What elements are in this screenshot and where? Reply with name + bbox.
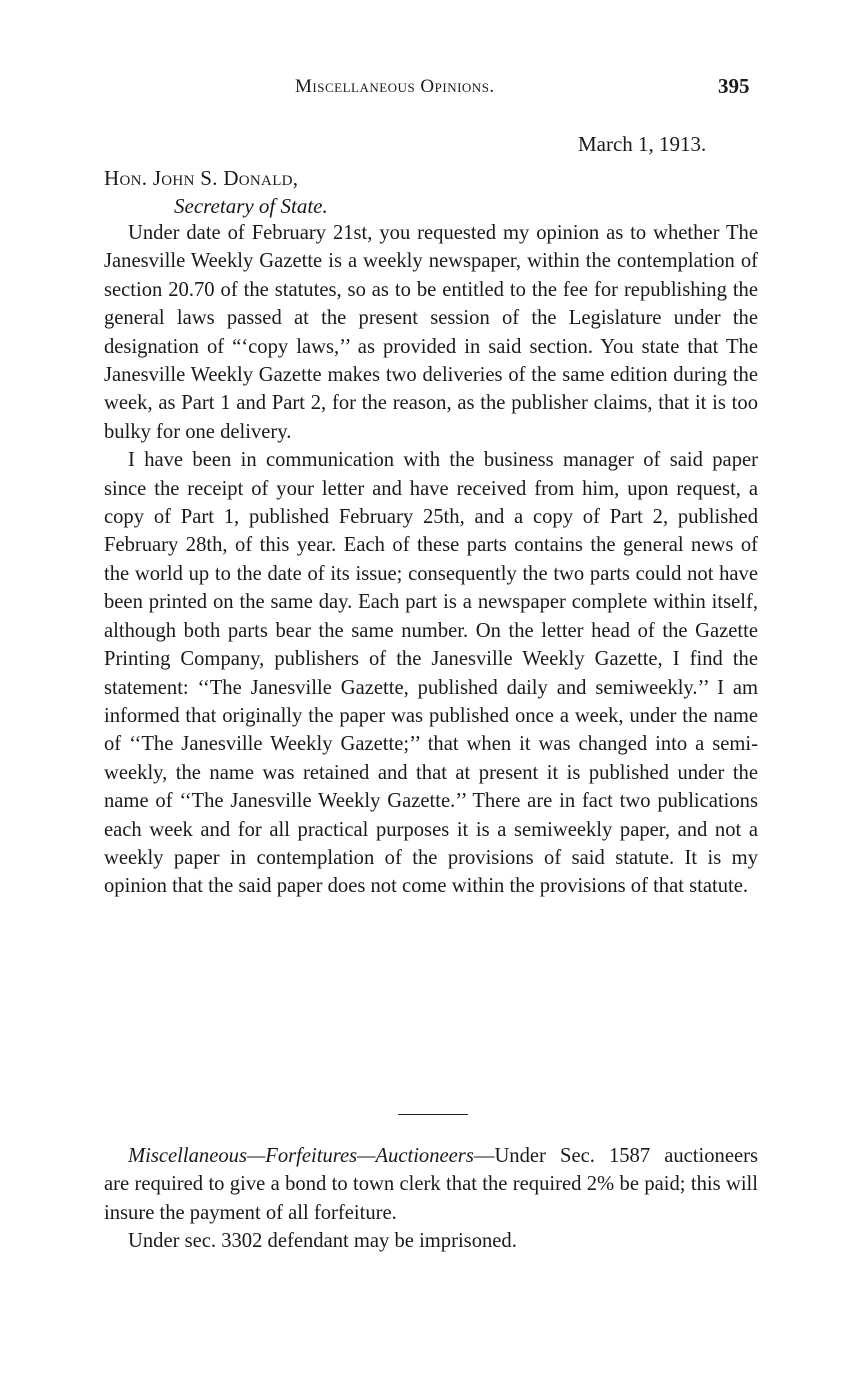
page-number: 395 [718,74,750,98]
body-paragraph: Under sec. 3302 defendant may be imprisoned. [128,1230,517,1253]
next-opinion [104,1142,758,1256]
addressee-name: Hon. John S. Donald, [104,166,299,190]
letter-body [104,219,758,901]
body-paragraph: I have been in communication with the business manager of said paper since the receipt of your letter and have received from him, upon request, a copy of Part 1, published February 25th, and a copy of Part 2, published February 28th, of this year. Each of these parts contains the general news of the world up to the date of its issue; consequently the two parts could not have been printed on the same day. Each part is a newspaper complete within itself, although both parts bear the same number. On the letter head of the Gazette Printing Company, publishers of the Janesville Weekly Gazette, I find the statement: ‘‘The Janesville Gazette, published daily and semiweekly.’’ I am informed that originally the paper was published once a week, under the name of ‘‘The Janesville Weekly Gazette;’’ that when it was changed into a semiweekly, the name was retained and that at present it is published under the name of ‘‘The Janesville Weekly Gazette.’’ There are in fact two publications each week and for all practical purposes it is a semiweekly paper, and not a weekly paper in contemplation of the provisions of said statute. It is my opinion that the said paper does not come within the provisions of that statute. [104,449,758,898]
section-divider [398,1114,468,1115]
headnote-paragraph [104,1142,758,1227]
letter-date: March 1, 1913. [578,132,707,156]
headnote: Miscellaneous—Forfeitures—Auctioneers [128,1145,474,1167]
addressee-title: Secretary of State. [174,194,328,218]
headnote-text: —Under Sec. 1587 auctioneers are required to give a bond to town clerk that the required 2% be paid; this will insure the payment of all forfeiture. [104,1145,758,1224]
body-paragraph: Under date of February 21st, you requested my opinion as to whether The Janesville Weekly Gazette is a weekly newspaper, within the contemplation of section 20.70 of the statutes, so as to be entitled to the fee for republishing the general laws passed at the present session of the Legislature under the designation of “‘copy laws,’’ as provided in said section. You state that The Janesville Weekly Gazette makes two deliveries of the same edition during the week, as Part 1 and Part 2, for the reason, as the publisher claims, that it is too bulky for one delivery. [104,222,758,443]
running-title: Miscellaneous Opinions. [295,76,495,97]
